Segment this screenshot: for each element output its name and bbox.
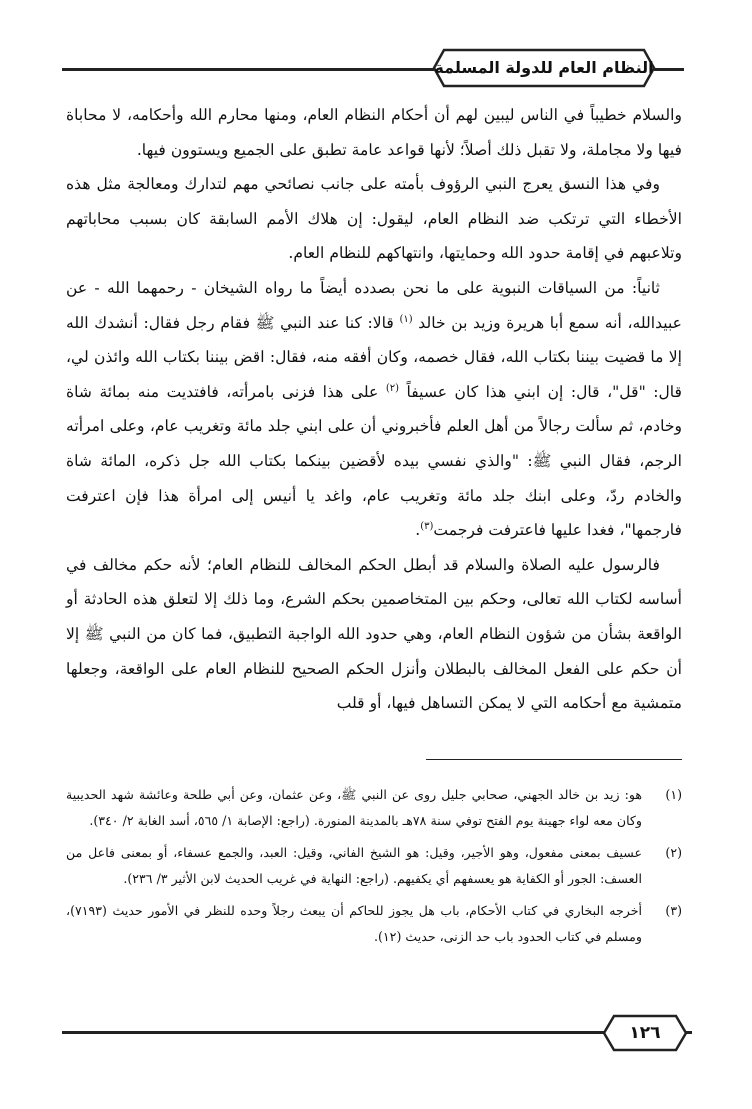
footnotes — [66, 782, 682, 956]
page-number: ١٢٦ — [629, 1023, 661, 1043]
footnote-number: (٢) — [665, 845, 682, 860]
footnote-text: هو: زيد بن خالد الجهني، صحابي جليل روى عن النبي ﷺ، وعن عثمان، وعن أبي طلحة وعائشة شهد الحديبية وكان معه لواء جهينة يوم الفتح توفي سنة ٧٨هـ بالمدينة المنورة. (راجع: الإصابة ١/ ٥٦٥، أسد الغابة ٢/ ٣٤٠). — [66, 787, 642, 828]
footnote-number: (٣) — [665, 903, 682, 918]
main-text — [66, 98, 682, 721]
footnote-number: (١) — [665, 787, 682, 802]
footnote-item — [66, 782, 682, 833]
paragraph-3-part-1: ثانياً: من السياقات النبوية على ما نحن بصدده أيضاً ما رواه الشيخان - رحمهما الله - عن عبيدالله، أنه سمع أبا هريرة وزيد بن خالد — [66, 278, 682, 332]
footnote-text: عسيف بمعنى مفعول، وهو الأجير، وقيل: هو الشيخ الفاني، وقيل: العبد، والجمع عسفاء، أو بمعنى فاعل من العسف: الجور أو الكفاية هو يعسفهم أي يكفيهم. (راجع: النهاية في غريب الحديث لابن الأثير ٣/ ٢٣٦). — [66, 845, 642, 886]
paragraph-3-part-3: على هذا فزنى بامرأته، فافتديت منه بمائة شاة وخادم، ثم سألت رجالاً من أهل العلم فأخبروني أن على ابني جلد مائة وتغريب عام، وعلى امرأته الرجم، فقال النبي ﷺ: "والذي نفسي بيده لأقضين بينكما بكتاب الله جل ذكره، المائة شاة والخادم ردّ، وعلى ابنك جلد مائة وتغريب عام، واغد يا أنيس إلى امرأة هذا فإن اعترفت فارجمها"، فغدا عليها فاعترفت فرجمت — [66, 382, 682, 540]
header-title-frame — [432, 48, 656, 88]
footnote-ref-3[interactable]: (٣) — [420, 520, 434, 532]
paragraph-3: ثانياً: من السياقات النبوية على ما نحن بصدده أيضاً ما رواه الشيخان - رحمهما الله - عن عبيدالله، أنه سمع أبا هريرة وزيد بن خالد $^{(١)}$ قالا: كنا عند النبي ﷺ فقام رجل فقال: أنشدك الله إلا ما قضيت بيننا بكتاب الله، فقال خصمه، وكان أفقه منه، فقال: اقض بيننا بكتاب الله وائذن لي، قال: "قل"، قال: إن ابني هذا كان عسيفاً $^{(٢)}$ على هذا فزنى بامرأته، فافتديت منه بمائة شاة وخادم، ثم سألت رجالاً من أهل العلم فأخبروني أن على ابني جلد مائة وتغريب عام، وعلى امرأته الرجم، فقال النبي ﷺ: "والذي نفسي بيده لأقضين بينكما بكتاب الله جل ذكره، المائة شاة والخادم ردّ، وعلى ابنك جلد مائة وتغريب عام، واغد يا أنيس إلى امرأة هذا فإن اعترفت فارجمها"، فغدا عليها فاعترفت فرجمت$^{(٣)}$. — [66, 278, 682, 540]
footnote-ref-2[interactable]: (٢) — [385, 382, 399, 394]
footnote-item — [66, 898, 682, 949]
running-header-title: النظام العام للدولة المسلمة — [434, 58, 654, 77]
paragraph-3-part-2: قالا: كنا عند النبي ﷺ فقام رجل فقال: أنشدك الله إلا ما قضيت بيننا بكتاب الله، فقال خصمه، وكان أفقه منه، فقال: اقض بيننا بكتاب الله وائذن لي، قال: "قل"، قال: إن ابني هذا كان عسيفاً — [66, 313, 682, 401]
paragraph-4: فالرسول عليه الصلاة والسلام قد أبطل الحكم المخالف للنظام العام؛ لأنه حكم مخالف في أساسه لكتاب الله تعالى، وحكم بين المتخاصمين بحكم الشرع، وما ذلك إلا لتعلق هذه الحادثة أو الواقعة بشأن من شؤون النظام العام، وهي حدود الله الواجبة التطبيق، فما كان من النبي ﷺ إلا أن حكم على الفعل المخالف بالبطلان وأنزل الحكم الصحيح للنظام العام على الواقعة، وجعلها متمشية مع أحكامه التي لا يمكن التساهل فيها، أو قلب — [66, 555, 682, 713]
footnote-ref-1[interactable]: (١) — [399, 313, 413, 325]
footnote-separator — [426, 759, 682, 760]
paragraph-2: وفي هذا النسق يعرج النبي الرؤوف بأمته على جانب نصائحي مهم لتدارك ومعالجة مثل هذه الأخطاء التي ترتكب ضد النظام العام، ليقول: إن هلاك الأمم السابقة كان بسبب محاباتهم وتلاعبهم في إقامة حدود الله وحمايتها، وانتهاكهم للنظام العام. — [66, 175, 682, 263]
footer-rule-left — [62, 1031, 604, 1034]
paragraph-1: والسلام خطيباً في الناس ليبين لهم أن أحكام النظام العام، ومنها محارم الله وأحكامه، لا محاباة فيها ولا مجاملة، ولا تقبل ذلك أصلاً؛ لأنها قواعد عامة تطبق على الجميع ويستوون فيها. — [66, 106, 682, 159]
page-number-frame — [602, 1014, 688, 1052]
header-rule-left — [62, 68, 434, 71]
header-rule-right — [654, 68, 684, 71]
footnote-text: أخرجه البخاري في كتاب الأحكام، باب هل يجوز للحاكم أن يبعث رجلاً وحده للنظر في الأمور حديث (٧١٩٣)، ومسلم في كتاب الحدود باب حد الزنى، حديث (١٢). — [66, 903, 642, 944]
footnote-item — [66, 840, 682, 891]
